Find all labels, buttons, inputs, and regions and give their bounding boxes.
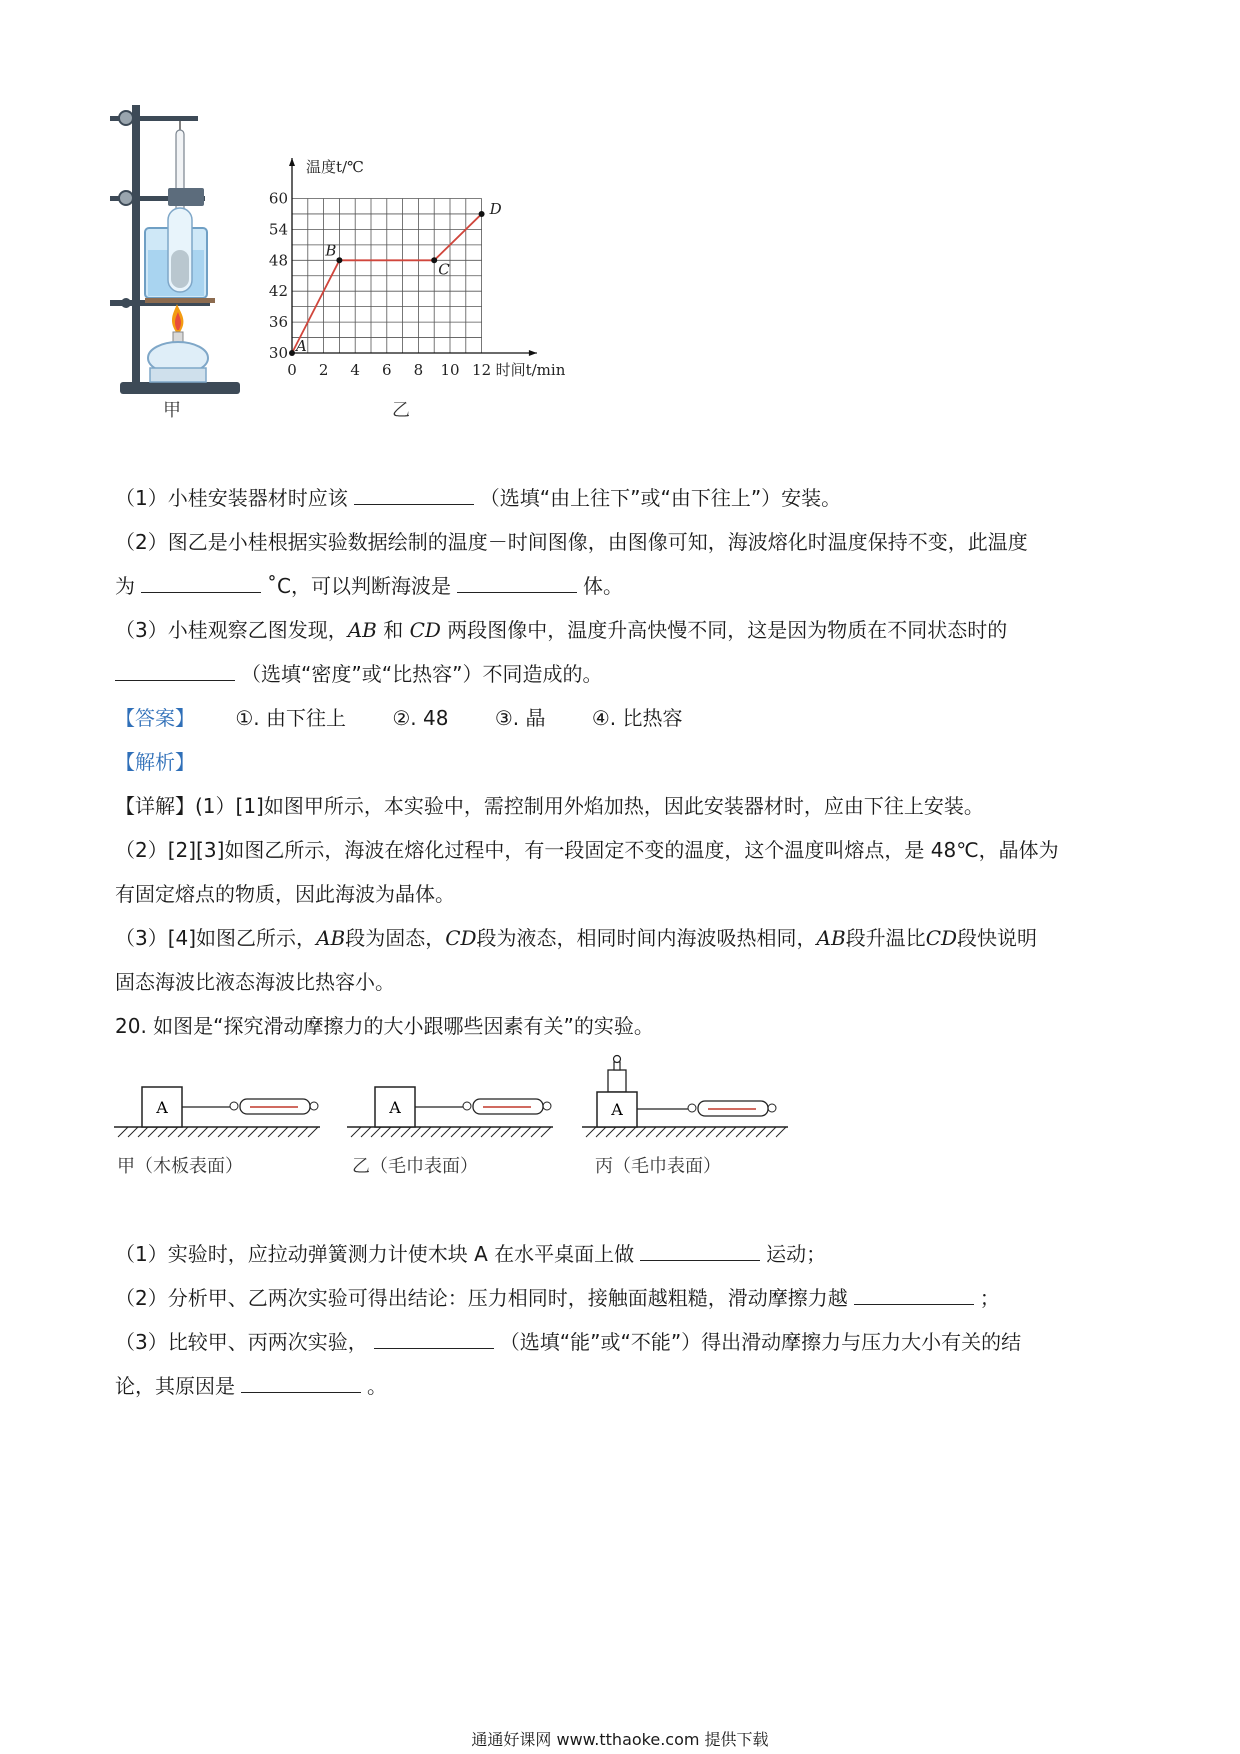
q20-part3-text-b: （选填“能”或“不能”）得出滑动摩擦力与压力大小有关的结	[499, 1330, 1022, 1354]
answer-blank[interactable]	[854, 1284, 974, 1305]
detail-1	[115, 792, 1125, 820]
q19-part2-text-d: 体。	[582, 574, 623, 598]
answer-blank[interactable]	[640, 1240, 760, 1261]
q19-part3-text-a: （3）小桂观察乙图发现，	[115, 618, 348, 642]
data-point-label: D	[489, 199, 502, 218]
q19-part2-text-b: 为	[115, 574, 135, 598]
detail-3a-text-5: 段快说明	[957, 926, 1038, 950]
y-tick-label: 30	[268, 344, 288, 362]
detail-1-text: 【详解】(1）[1]如图甲所示，本实验中，需控制用外焰加热，因此安装器材时，应由下往上安装。	[115, 794, 984, 818]
temperature-time-chart	[262, 148, 592, 388]
q19-part1	[115, 484, 1125, 512]
y-tick-label: 54	[268, 220, 288, 239]
y-tick-label: 60	[268, 189, 288, 208]
detail-3b	[115, 968, 1125, 996]
q20-title	[115, 1012, 1125, 1040]
q19-part2-line1	[115, 528, 1125, 556]
q20-part2-text-b: ；	[979, 1286, 1000, 1310]
answer-blank[interactable]	[374, 1328, 494, 1349]
detail-3a-text-4: 段升温比	[845, 926, 926, 950]
y-axis-label: 温度t/℃	[306, 158, 364, 176]
q19-part2-line2	[115, 572, 1125, 600]
page-footer: 通通好课网 www.tthaoke.com 提供下载	[471, 1730, 769, 1749]
segment-ab: AB	[316, 926, 346, 950]
q19-part3-text-c: （选填“密度”或“比热容”）不同造成的。	[241, 662, 603, 686]
x-tick-label: 12	[472, 361, 492, 379]
q20-part3-text-d: 。	[367, 1374, 387, 1398]
data-point-label: C	[438, 260, 450, 279]
detail-2a	[115, 836, 1125, 864]
answer-4: ④. 比热容	[591, 706, 683, 730]
q20-part3-line1	[115, 1328, 1125, 1356]
heating-apparatus-diagram	[110, 100, 270, 450]
segment-cd: CD	[409, 618, 441, 642]
data-point	[431, 257, 437, 263]
detail-3a-text-2: 段为固态，	[345, 926, 446, 950]
caption-yi: 乙（毛巾表面）	[352, 1156, 478, 1177]
answer-blank[interactable]	[457, 572, 577, 593]
q19-part2-text-c: ˚C，可以判断海波是	[267, 574, 451, 598]
detail-2b-text: 有固定熔点的物质，因此海波为晶体。	[115, 882, 455, 906]
detail-2a-text: （2）[2][3]如图乙所示，海波在熔化过程中，有一段固定不变的温度，这个温度叫熔点，是 48℃，晶体为	[115, 838, 1059, 862]
detail-3a-text-3: 段为液态，相同时间内海波吸热相同，	[476, 926, 817, 950]
detail-3a-text-1: （3）[4]如图乙所示，	[115, 926, 317, 950]
figure-label-jia: 甲	[163, 400, 181, 421]
caption-jia: 甲（木板表面）	[117, 1156, 243, 1177]
q20-part1	[115, 1240, 1125, 1268]
q20-part3-line2	[115, 1372, 1125, 1400]
answer-2: ②. 48	[392, 706, 449, 730]
data-point-label: A	[296, 337, 307, 355]
x-tick-label: 10	[440, 361, 460, 379]
friction-setup-yi	[345, 1075, 560, 1150]
answer-tag: 【答案】	[115, 706, 195, 730]
answer-blank[interactable]	[115, 660, 235, 681]
x-axis-label: 时间t/min	[495, 361, 566, 379]
q20-part3-text-a: （3）比较甲、丙两次实验，	[115, 1330, 368, 1354]
data-point-label: B	[325, 241, 337, 260]
segment-ab: AB	[347, 618, 377, 642]
analysis-row	[115, 748, 1125, 776]
answer-3: ③. 晶	[494, 706, 546, 730]
q20-part1-text-a: （1）实验时，应拉动弹簧测力计使木块 A 在水平桌面上做	[115, 1242, 635, 1266]
answer-blank[interactable]	[141, 572, 261, 593]
caption-bing: 丙（毛巾表面）	[595, 1156, 721, 1177]
x-axis-arrow	[529, 350, 537, 356]
q19-part3-and: 和	[383, 618, 404, 642]
x-tick-label: 4	[350, 361, 360, 379]
data-point	[289, 350, 295, 356]
x-tick-label: 8	[413, 361, 424, 379]
figure-label-yi: 乙	[392, 400, 410, 421]
y-tick-label: 48	[268, 251, 288, 270]
y-tick-label: 36	[268, 313, 288, 332]
detail-2b	[115, 880, 1125, 908]
data-point	[479, 211, 485, 217]
data-point	[336, 257, 342, 263]
block-a-label: A	[156, 1098, 168, 1117]
answer-blank[interactable]	[241, 1372, 361, 1393]
segment-ab: AB	[816, 926, 846, 950]
q19-part3-line1	[115, 616, 1125, 644]
answer-row	[115, 704, 1125, 732]
q19-part3-line2	[115, 660, 1125, 688]
q20-part2-text-a: （2）分析甲、乙两次实验可得出结论：压力相同时，接触面越粗糙，滑动摩擦力越	[115, 1286, 848, 1310]
answer-1: ①. 由下往上	[235, 706, 347, 730]
block-a-label: A	[389, 1098, 401, 1117]
analysis-tag: 【解析】	[115, 750, 195, 774]
q20-part2	[115, 1284, 1125, 1312]
q19-part1-text-b: （选填“由上往下”或“由下往上”）安装。	[479, 486, 842, 510]
q19-part1-text-a: （1）小桂安装器材时应该	[115, 486, 348, 510]
x-tick-label: 0	[287, 361, 297, 379]
x-tick-label: 2	[318, 361, 329, 379]
segment-cd: CD	[445, 926, 477, 950]
y-tick-label: 42	[268, 282, 288, 301]
q19-part2-text-a: （2）图乙是小桂根据实验数据绘制的温度－时间图像，由图像可知，海波熔化时温度保持不变，此温度	[115, 530, 1028, 554]
segment-cd: CD	[925, 926, 958, 950]
answer-blank[interactable]	[354, 484, 474, 505]
y-axis-arrow	[289, 158, 295, 166]
q20-part1-text-b: 运动；	[766, 1242, 827, 1266]
friction-setup-jia	[112, 1075, 327, 1150]
x-tick-label: 6	[382, 361, 392, 379]
detail-3a	[115, 924, 1125, 952]
block-a-label: A	[611, 1100, 623, 1119]
q20-part3-text-c: 论，其原因是	[115, 1374, 235, 1398]
q19-part3-text-b: 两段图像中，温度升高快慢不同，这是因为物质在不同状态时的	[447, 618, 1008, 642]
friction-setup-bing	[580, 1048, 795, 1150]
q20-title-text: 20. 如图是“探究滑动摩擦力的大小跟哪些因素有关”的实验。	[115, 1014, 654, 1038]
detail-3b-text: 固态海波比液态海波比热容小。	[115, 970, 395, 994]
